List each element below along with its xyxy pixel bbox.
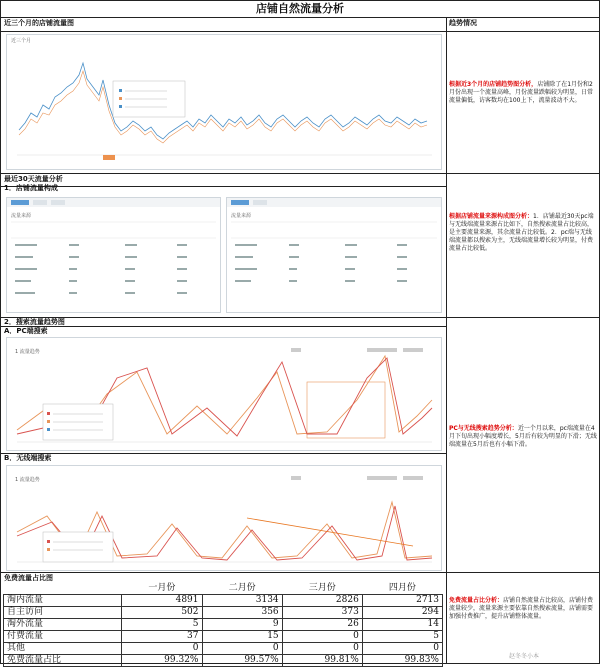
chart-title: 1 流量趋势 xyxy=(15,477,40,483)
table-row xyxy=(4,619,443,631)
row-label: 淘内流量 xyxy=(4,595,122,607)
table-cell: 373 xyxy=(282,607,362,619)
row-label: 付费流量 xyxy=(4,631,122,643)
table-cell: 0 xyxy=(122,643,202,655)
table-cell: 0 xyxy=(362,643,442,655)
note-body: 店铺除了在1月份和2月份出现一个流量高峰，月份流量跌幅较为明显，日常流量偏低，访客数均在100上下，流量波动不大。 xyxy=(449,81,594,104)
section-free-ratio: 免费流量占比图 xyxy=(4,574,53,582)
table-cell: 99.83% xyxy=(362,655,442,667)
row-divider xyxy=(1,31,599,32)
table-cell: 9 xyxy=(202,619,282,631)
note-free-ratio xyxy=(449,597,597,621)
note-search-trend xyxy=(449,425,597,449)
section-search-trend: 2．搜索流量趋势图 xyxy=(4,318,65,326)
table-cell: 99.57% xyxy=(202,655,282,667)
row-divider xyxy=(1,453,446,454)
free-traffic-table xyxy=(3,583,443,667)
table-cell: 0 xyxy=(282,631,362,643)
traffic-3month-chart xyxy=(6,34,442,170)
watermark: 赵冬冬小本 xyxy=(509,653,540,660)
section-pc-search: A．PC端搜索 xyxy=(4,327,48,335)
table-header-cell: 二月份 xyxy=(202,583,282,595)
table-cell: 2713 xyxy=(362,595,442,607)
mobile-search-trend-chart xyxy=(6,465,442,571)
chart-title: 1 流量趋势 xyxy=(15,349,40,355)
traffic-source-pc-panel xyxy=(6,197,221,313)
pc-search-trend-chart xyxy=(6,337,442,451)
page-title: 店铺自然流量分析 xyxy=(1,1,599,18)
note-head: 免费流量占比分析： xyxy=(449,597,504,604)
table-row xyxy=(4,595,443,607)
section-recent3: 近三个月的店铺流量图 xyxy=(4,19,74,27)
row-label: 自主访问 xyxy=(4,607,122,619)
row-label: 淘外流量 xyxy=(4,619,122,631)
table-cell: 15 xyxy=(202,631,282,643)
table-cell: 3134 xyxy=(202,595,282,607)
table-row xyxy=(4,607,443,619)
table-cell: 0 xyxy=(282,643,362,655)
note-body: 近一个月以来，pc端流量在4月下旬出现小幅度增长，5月后有较为明显的下滑；无线端流量在5月后也有小幅下滑。 xyxy=(449,425,597,448)
note-structure xyxy=(449,213,597,253)
table-header-cell: 四月份 xyxy=(362,583,442,595)
table-row xyxy=(4,655,443,667)
table-row xyxy=(4,631,443,643)
section-mobile-search: B．无线端搜索 xyxy=(4,454,52,462)
table-cell: 2826 xyxy=(282,595,362,607)
row-divider xyxy=(1,572,599,573)
table-row xyxy=(4,643,443,655)
chart-title: 近三个月 xyxy=(11,38,32,44)
table-cell: 5 xyxy=(122,619,202,631)
row-divider xyxy=(1,317,599,318)
note-body: 1．店铺最近30天pc端与无线端流量来源占比如下，自然搜索流量占比较高，是主要流量来源，其余流量占比较低。2．pc端与无线端流量都以搜索为主，无线端流量增长较为明显，付费流量占比较低。 xyxy=(449,213,594,252)
note-head: PC与无线搜索趋势分析： xyxy=(449,425,518,432)
table-cell: 37 xyxy=(122,631,202,643)
table-header-row xyxy=(4,583,443,595)
row-label: 免费流量占比 xyxy=(4,655,122,667)
section-trend: 趋势情况 xyxy=(449,19,477,27)
table-cell: 0 xyxy=(202,643,282,655)
row-divider xyxy=(1,326,446,327)
note-3month xyxy=(449,81,597,105)
table-cell: 99.81% xyxy=(282,655,362,667)
table-header-cell: 三月份 xyxy=(282,583,362,595)
table-cell: 294 xyxy=(362,607,442,619)
row-divider xyxy=(1,186,446,187)
table-cell: 356 xyxy=(202,607,282,619)
panel-title: 流量来源 xyxy=(231,213,252,219)
note-head: 根据店铺流量来源构成图分析： xyxy=(449,213,534,220)
traffic-source-mobile-panel xyxy=(226,197,442,313)
table-cell: 5 xyxy=(362,631,442,643)
table-cell: 99.32% xyxy=(122,655,202,667)
table-header-cell: 一月份 xyxy=(122,583,202,595)
panel-title: 流量来源 xyxy=(11,213,32,219)
table-cell: 14 xyxy=(362,619,442,631)
table-header-cell xyxy=(4,583,122,595)
row-label: 其他 xyxy=(4,643,122,655)
table-cell: 502 xyxy=(122,607,202,619)
section-recent30: 最近30天流量分析 xyxy=(4,175,63,183)
row-divider xyxy=(1,173,599,174)
note-body: 店铺自然流量占比较高，店铺付费流量较少，流量来源主要依靠自然搜索流量，店铺需要加强付费推广，提升店铺整体流量。 xyxy=(449,597,594,620)
table-cell: 26 xyxy=(282,619,362,631)
section-structure: 1．店铺流量构成 xyxy=(4,184,58,192)
table-cell: 4891 xyxy=(122,595,202,607)
column-divider xyxy=(446,17,447,663)
note-head: 根据近3个月的店铺趋势图分析， xyxy=(449,81,538,88)
